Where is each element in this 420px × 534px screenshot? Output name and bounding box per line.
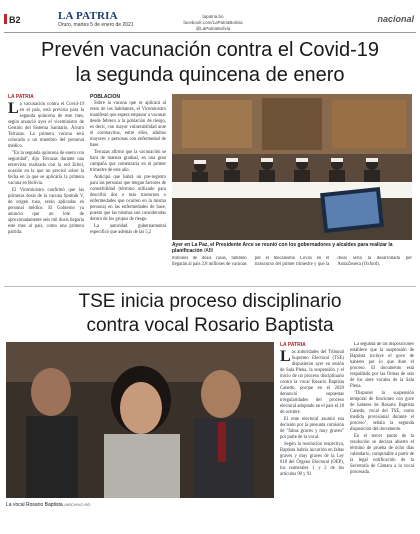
article1-paragraph: La autoridad gubernamental especificó que además de las 5,2 xyxy=(90,224,166,235)
meeting-photo xyxy=(172,94,412,240)
social-links xyxy=(168,14,258,32)
article2-column1 xyxy=(280,342,344,528)
section-label: nacional xyxy=(377,14,414,24)
article2-column2 xyxy=(350,342,414,528)
article1-paragraph: Terrazas afirmó que la vacunación se hará de manera gradual, en una gran campaña que comenzaría en el primer trimestre de este año. xyxy=(90,150,166,173)
caption-credit: /ARCHIVO RD xyxy=(64,502,91,507)
article2-paragraph: "Disponer la suspensión temporal de funciones con goce de haberes de Rosario Baptista Canedo, vocal del TSE, como medida provisional durante el proceso", señala la segunda disposición del documento. xyxy=(350,391,414,432)
meeting-photo-caption xyxy=(172,242,412,254)
baptista-photo-illustration xyxy=(6,342,274,498)
article2-paragraph: as autoridades del Tribunal Supremo Electoral (TSE) dispusieron ayer en sesión de Sala Plena, la suspensión y el inicio de un proceso disciplinario contra la vocal Rosario Baptista Canedo, porque en el 2020 denunció supuestas irregularidades del proceso electoral adoptado en el país el 18 de octubre. xyxy=(280,350,344,415)
article2-headline xyxy=(8,290,412,338)
article1-headline-line2: la segunda quincena de enero xyxy=(75,64,345,86)
baptista-photo xyxy=(6,342,274,498)
caption-text: La vocal Rosario Baptista xyxy=(6,502,63,508)
baptista-photo-caption xyxy=(6,502,274,508)
website-link[interactable]: lapatria.bo xyxy=(202,14,224,19)
article1-column2 xyxy=(90,94,166,280)
article1-paragraph: "En la segunda quincena de enero con seguridad", dijo Terrazas durante una entrevista realizada con la red Erbol, ocasión en la que no precisó sobre la fecha en la que se aplicaría la primera vacuna en Bolivia. xyxy=(8,151,84,186)
masthead xyxy=(0,0,420,32)
twitter-handle[interactable]: @LaPatriaBolivia xyxy=(195,26,231,31)
masthead-divider xyxy=(4,32,416,33)
article2-paragraph: Según la resolución respectiva, Baptista habría incurrido en faltas graves y muy graves de la Ley 018 del Órgano Electoral (OEP), los numerales 1 y 2 de los artículos 90 y 91. xyxy=(280,442,344,477)
page-number xyxy=(4,14,21,25)
caption-text: Ayer en La Paz, el Presidente Arce se reunió con los gobernadores y alcaldes para realizar la planificación xyxy=(172,242,393,254)
article1-subhead: POBLACIÓN xyxy=(90,94,120,100)
page-number-bar xyxy=(4,14,7,24)
article1-paragraph: El Viceministro confirmó que las primeras dosis de la vacuna Sputnik V, de origen ruso, serán aplicadas en personal médico. El Gobierno ya anunció que un lote de aproximadamente seis mil dosis llegaría este mes al país, como una primera partida. xyxy=(8,188,84,235)
article2-paragraph: El ente electoral asumió esa decisión por la presunta comisión de "faltas graves y muy graves" por parte de la vocal. xyxy=(280,417,344,440)
article1-headline-line1: Prevén vacunación contra el Covid-19 xyxy=(41,39,379,61)
article1-dropcap: L xyxy=(8,100,19,117)
article2-kicker: LA PATRIA xyxy=(280,342,306,348)
meeting-photo-illustration xyxy=(172,94,412,240)
article1-headline xyxy=(8,38,412,88)
article-divider xyxy=(4,286,416,287)
article1-kicker: LA PATRIA xyxy=(8,94,34,100)
facebook-link[interactable]: facebook.com/LaPatriaBolivia xyxy=(183,20,243,25)
caption-credit: /ABI xyxy=(203,248,214,254)
article2-headline-line1: TSE inicia proceso disciplinario xyxy=(78,291,342,312)
article1-paragraph: Sobre la vacuna que se aplicará al resto de los habitantes, el Viceministro manifestó que espera empezar a vacunar desde febrero a la población de riesgo, es decir, con mayor vulnerabilidad ante el coronavirus, entre ellos, adultos mayores y personas con enfermedad de base. xyxy=(90,101,166,148)
article1-paragraph: a vacunación contra el Covid-19 en el país, está prevista para la segunda quincena de este mes, según anunció ayer el viceministro de Gestión del Sistema Sanitario, Álvaro Terrazas. La primera vacuna será colocada a un miembro del personal médico. xyxy=(8,102,84,149)
article1-continuation xyxy=(172,256,412,280)
article1-paragraph: Anticipó que habrá un pre-registro para las personas que tengan factores de comorbilidad (término utilizado para describir dos o más trastornos o enfermedades que ocurren en la misma persona) en las enfermedades de base, puesto que las mismas son consideradas dentro de los grupos de riesgo. xyxy=(90,175,166,222)
article1-column1 xyxy=(8,94,84,280)
article2-headline-line2: contra vocal Rosario Baptista xyxy=(86,315,334,336)
article2-paragraph: En el tercer punto de la resolución se declara abierto el término de prueba de ocho días calendario, computable a partir de la legal notificación de la Secretaría de Cámara a la vocal procesada. xyxy=(350,434,414,475)
issue-date: Oruro, martes 5 de enero de 2021 xyxy=(58,22,134,28)
article2-paragraph: La segunda de las disposiciones establece que la suspensión de Baptista incluye el goce de haberes por lo que dure el proceso. El documento está respaldado por las firmas de seis de los siete vocales de la Sala Plena. xyxy=(350,342,414,389)
newspaper-name: LA PATRIA xyxy=(58,10,118,22)
article2-dropcap: L xyxy=(280,348,291,365)
page-number-text: B2 xyxy=(9,15,21,25)
article1-paragraph: millones de dosis rusas, también llegarán al país 2,8 millones de vacunas por el mecanismo Covax en el transcurso del primer trimestre y que la dosis sería la desarrollada por AstraZeneca (Oxford). xyxy=(172,256,412,267)
